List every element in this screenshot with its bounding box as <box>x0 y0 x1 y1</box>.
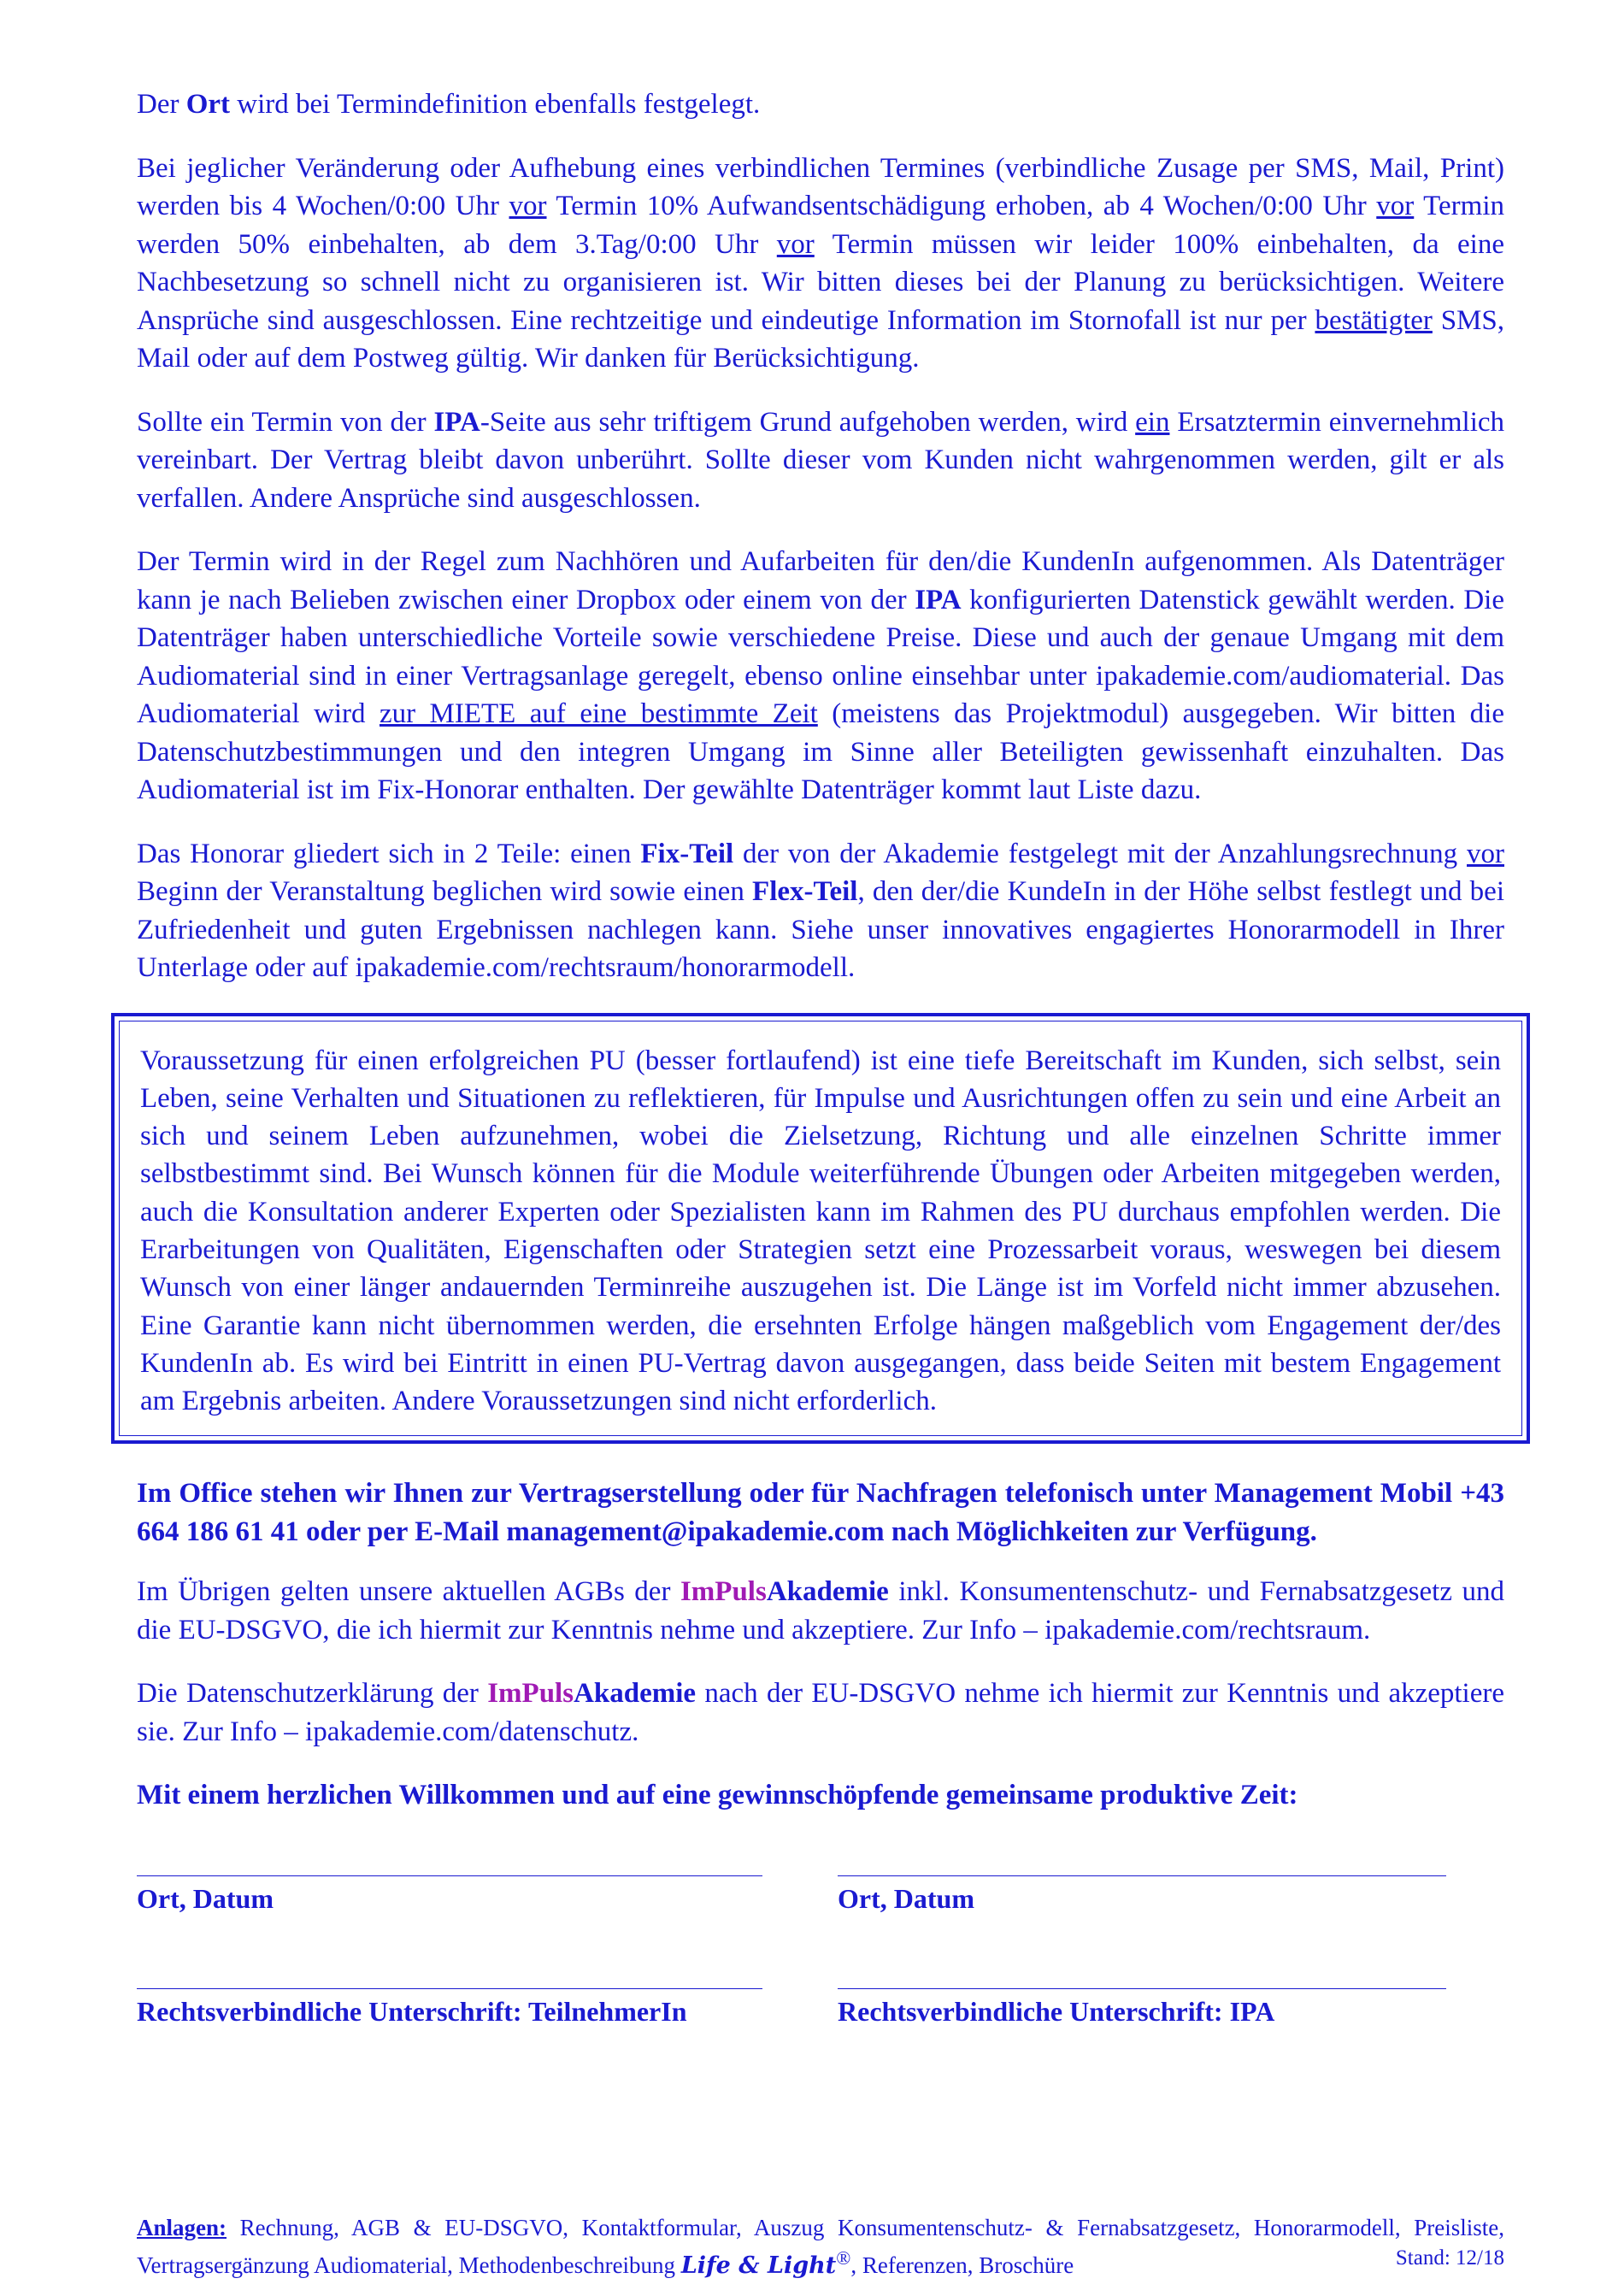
attachments-list: Anlagen: Rechnung, AGB & EU-DSGVO, Kontaktformular, Auszug Konsumentenschutz- & Fernabsatzgesetz, Honorarmodell, Preisliste, Vertragsergänzung Audiomaterial, Methodenbeschreibung Life & Light®, Referenzen, Broschüre Stand: 12/18 <box>137 2215 1504 2279</box>
paragraph-honorar: Das Honorar gliedert sich in 2 Teile: einen Fix-Teil der von der Akademie festgelegt mit der Anzahlungsrechnung vor Beginn der Veranstaltung beglichen wird sowie einen Flex-Teil, den der/die KundeIn in der Höhe selbst festlegt und bei Zufriedenheit und guten Ergebnissen nachlegen kann. Siehe unser innovatives engagiertes Honorarmodell in Ihrer Unterlage oder auf ipakademie.com/rechtsraum/honorarmodell. <box>137 838 1504 983</box>
signature-line-ipa[interactable] <box>838 1988 1446 1989</box>
signature-area <box>137 1847 1504 2095</box>
office-contact-text: Im Office stehen wir Ihnen zur Vertragserstellung oder für Nachfragen telefonisch unter Management Mobil +43 664 186 61 41 oder per E-Mail management@ipakademie.com nach Möglichkeiten zur Verfügung. <box>137 1478 1504 1547</box>
paragraph-audiomaterial: Der Termin wird in der Regel zum Nachhören und Aufarbeiten für den/die KundenIn aufgenommen. Als Datenträger kann je nach Belieben zwischen einer Dropbox oder einem von der IPA konfigurierten Datenstick gewählt werden. Die Datenträger haben unterschiedliche Vorteile sowie verschiedene Preise. Diese und auch der genaue Umgang mit dem Audiomaterial sind in einer Vertragsanlage geregelt, ebenso online einsehbar unter ipakademie.com/audiomaterial. Das Audiomaterial wird zur MIETE auf eine bestimmte Zeit (meistens das Projektmodul) ausgegeben. Wir bitten die Datenschutzbestimmungen und den integren Umgang im Sinne aller Beteiligten gewissenhaft einzuhalten. Das Audiomaterial ist im Fix-Honorar enthalten. Der gewählte Datenträger kommt laut Liste dazu. <box>137 546 1505 805</box>
paragraph-agb: Im Übrigen gelten unsere aktuellen AGBs der ImPulsAkademie inkl. Konsumentenschutz- und Fernabsatzgesetz und die EU-DSGVO, die ich hiermit zur Kenntnis nehme und akzeptiere. Zur Info – ipakademie.com/rechtsraum. <box>137 1576 1505 1645</box>
attachments-label: Anlagen: <box>137 2215 227 2240</box>
brand-impuls: ImPuls <box>680 1576 767 1608</box>
voraussetzung-text: Voraussetzung für einen erfolgreichen PU (besser fortlaufend) ist eine tiefe Bereitschaft im Kunden, sich selbst, sein Leben, seine Verhalten und Situationen zu reflektieren, für Impulse und Ausrichtungen offen zu sein und eine Arbeit an sich und seinem Leben aufzunehmen, wobei die Zielsetzung, Richtung und alle einzelnen Schritte immer selbstbestimmt sind. Bei Wunsch können für die Module weiterführende Übungen oder Arbeiten mitgegeben werden, auch die Konsultation anderer Experten oder Spezialisten kann im Rahmen des PU durchaus empfohlen werden. Die Erarbeitungen von Qualitäten, Eigenschaften oder Strategien setzt eine Prozessarbeit voraus, weswegen bei diesem Wunsch von einer länger andauernden Terminreihe auszugehen ist. Die Länge ist im Vorfeld nicht immer abzusehen. Eine Garantie kann nicht übernommen werden, die ersehnten Erfolge hängen maßgeblich vom Engagement der/des KundenIn ab. Es wird bei Eintritt in einen PU-Vertrag davon ausgegangen, dass beide Seiten mit bestem Engagement am Ergebnis arbeiten. Andere Voraussetzungen sind nicht erforderlich. <box>140 1045 1501 1417</box>
label-ort-datum-right: Ort, Datum <box>838 1882 974 1914</box>
paragraph-stornierung: Bei jeglicher Veränderung oder Aufhebung eines verbindlichen Termines (verbindliche Zusage per SMS, Mail, Print) werden bis 4 Wochen/0:00 Uhr vor Termin 10% Aufwandsentschädigung erhoben, ab 4 Wochen/0:00 Uhr vor Termin werden 50% einbehalten, ab dem 3.Tag/0:00 Uhr vor Termin müssen wir leider 100% einbehalten, da eine Nachbesetzung so schnell nicht zu organisieren ist. Wir bitten dieses bei der Planung zu berücksichtigen. Weitere Ansprüche sind ausgeschlossen. Eine rechtzeitige und eindeutige Information im Stornofall ist nur per bestätigter SMS, Mail oder auf dem Postweg gültig. Wir danken für Berücksichtigung. <box>137 152 1505 374</box>
label-ort-datum-left: Ort, Datum <box>137 1882 274 1914</box>
label-unterschrift-ipa: Rechtsverbindliche Unterschrift: IPA <box>838 1995 1275 2027</box>
brand-impuls: ImPuls <box>487 1678 574 1710</box>
signature-line-ort-left[interactable] <box>137 1875 762 1876</box>
signature-line-ort-right[interactable] <box>838 1875 1446 1876</box>
brand-akademie: Akademie <box>574 1678 697 1710</box>
brand-akademie: Akademie <box>766 1576 889 1608</box>
label-unterschrift-teilnehmer: Rechtsverbindliche Unterschrift: TeilnehmerIn <box>137 1995 687 2027</box>
voraussetzung-box <box>111 1013 1530 1445</box>
footer <box>137 2212 1504 2281</box>
voraussetzung-box-inner <box>119 1021 1522 1437</box>
paragraph-ersatztermin: Sollte ein Termin von der IPA-Seite aus sehr triftigem Grund aufgehoben werden, wird ein Ersatztermin einvernehmlich vereinbart. Der Vertrag bleibt davon unberührt. Sollte dieser vom Kunden nicht wahrgenommen werden, gilt er als verfallen. Andere Ansprüche sind ausgeschlossen. <box>137 406 1505 514</box>
paragraph-datenschutz: Die Datenschutzerklärung der ImPulsAkademie nach der EU-DSGVO nehme ich hiermit zur Kenntnis und akzeptiere sie. Zur Info – ipakademie.com/datenschutz. <box>137 1678 1505 1747</box>
signature-line-teilnehmer[interactable] <box>137 1988 762 1989</box>
brand-life-light: Life & Light <box>680 2252 837 2279</box>
closing-text: Mit einem herzlichen Willkommen und auf eine gewinnschöpfende gemeinsame produktive Zeit: <box>137 1780 1298 1811</box>
stand-date: Stand: 12/18 <box>1395 2246 1504 2270</box>
document-body <box>137 85 1504 2095</box>
paragraph-ort: Der Ort wird bei Termindefinition ebenfalls festgelegt. <box>137 89 761 120</box>
